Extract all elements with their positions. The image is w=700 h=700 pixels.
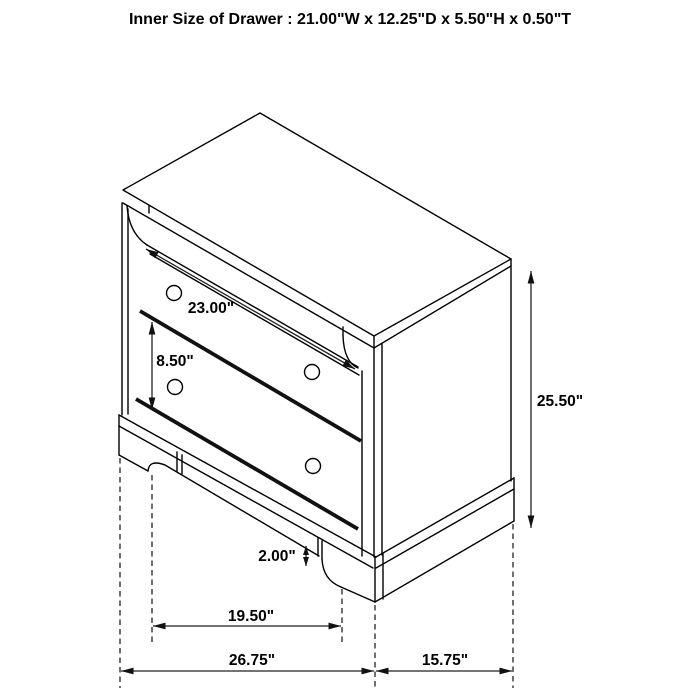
rail-bottom-edge <box>147 245 358 367</box>
base-arch-line <box>165 465 319 556</box>
knob-bottom-left <box>168 380 183 395</box>
arrowhead <box>121 668 134 675</box>
arrowhead <box>362 668 375 675</box>
left-foot-cove <box>148 463 165 471</box>
arrowhead <box>329 623 342 630</box>
dim-label-drawer-width: 23.00" <box>187 300 235 317</box>
base-top-outer-side <box>376 478 514 557</box>
arrowhead <box>376 668 389 675</box>
top-face <box>123 113 511 336</box>
dim-label-depth: 15.75" <box>421 652 469 669</box>
left-foot-bottom <box>119 455 148 471</box>
top-slab-bottom-front <box>123 203 374 348</box>
base-plinth <box>119 415 514 602</box>
knob-top-right <box>305 365 320 380</box>
base-top-inner-side <box>376 489 514 568</box>
right-foot-bottom <box>341 587 375 602</box>
base-top-inner-front <box>119 426 373 568</box>
base-bottom-side <box>375 521 514 602</box>
arrowhead <box>153 623 166 630</box>
dim-label-drawer-height: 8.50" <box>156 353 194 370</box>
base-top-outer-front <box>119 415 376 557</box>
dim-label-base-opening: 19.50" <box>227 608 275 625</box>
dim-label-foot-height: 2.00" <box>258 548 296 565</box>
arrowhead <box>303 557 309 566</box>
top-slab-bottom-side <box>374 266 511 348</box>
dim-label-overall-height: 25.50" <box>536 393 584 410</box>
knob-top-left <box>167 286 182 301</box>
right-foot-cove <box>322 559 341 587</box>
arrowhead <box>528 516 535 529</box>
arrowhead <box>500 668 513 675</box>
knob-bottom-right <box>306 459 321 474</box>
dim-label-overall-width: 26.75" <box>228 652 276 669</box>
dim-line-drawer-width <box>146 249 355 369</box>
arrowhead <box>528 271 535 284</box>
arrowhead <box>149 322 156 335</box>
diagram-title: Inner Size of Drawer : 21.00"W x 12.25"D x 5.50"H x 0.50"T <box>128 11 572 28</box>
dimension-annotations <box>121 249 583 674</box>
